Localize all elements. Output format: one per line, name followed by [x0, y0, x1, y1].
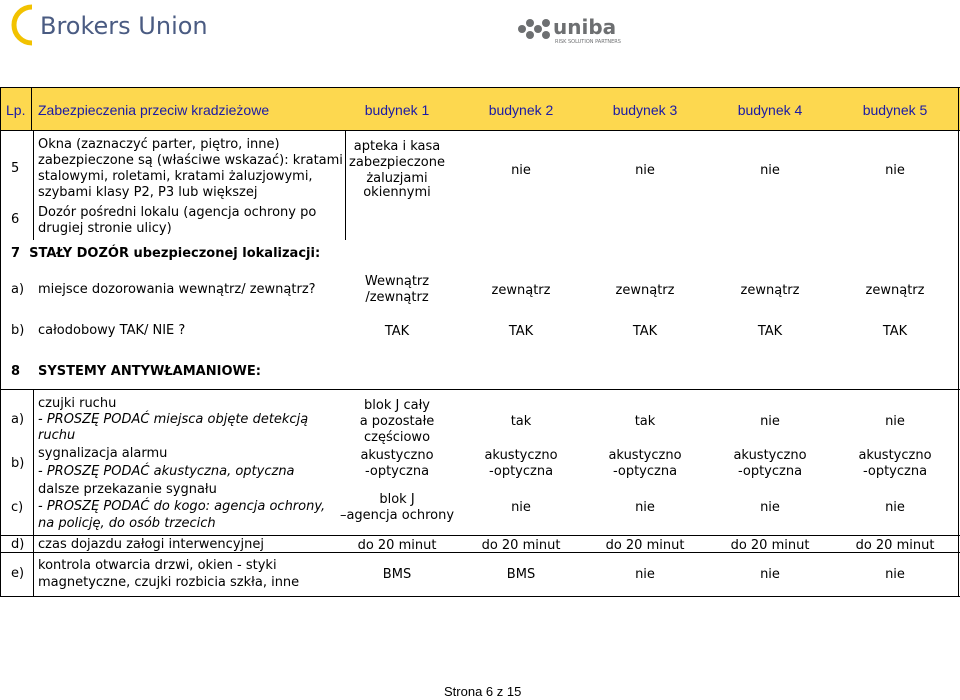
row-8-number: 8	[11, 364, 21, 379]
row-8d-b2: do 20 minut	[481, 538, 561, 553]
row-8a-b1-line-3: częściowo	[363, 430, 431, 445]
row-7a-letter: a)	[11, 282, 25, 297]
row-5-b1-line-1: apteka i kasa	[353, 139, 441, 154]
row-8b-b4-line-1: akustyczno	[733, 448, 807, 463]
row-8d-b5: do 20 minut	[855, 538, 935, 553]
row-8d-b4: do 20 minut	[730, 538, 810, 553]
row-8c-b3: nie	[635, 500, 655, 515]
row-8c-b4: nie	[760, 500, 780, 515]
row-8c-b2: nie	[511, 500, 531, 515]
row-8b-letter: b)	[11, 456, 25, 471]
row-5-b2: nie	[511, 163, 531, 178]
row-8d-letter: d)	[11, 537, 25, 552]
row-7b-label: całodobowy TAK/ NIE ?	[38, 323, 186, 338]
row-5-line-2: zabezpieczone są (właściwe wskazać): kratami	[38, 153, 343, 168]
row-8-title: SYSTEMY ANTYWŁAMANIOWE:	[38, 364, 261, 379]
row-8a-line-3: ruchu	[38, 428, 76, 443]
header-budynek-2: budynek 2	[488, 102, 554, 118]
row-6-line-1: Dozór pośredni lokalu (agencja ochrony po	[38, 205, 317, 220]
header-budynek-3: budynek 3	[612, 102, 678, 118]
row-7b-b3: TAK	[632, 324, 658, 339]
row-8a-b3: tak	[634, 414, 656, 429]
row-5-line-1: Okna (zaznaczyć parter, piętro, inne)	[38, 137, 280, 152]
row-7a-b1-line-1: Wewnątrz	[364, 274, 430, 289]
row-7a-label: miejsce dozorowania wewnątrz/ zewnątrz?	[38, 282, 316, 297]
page-number: Strona 6 z 15	[444, 684, 522, 699]
row-8d-b1: do 20 minut	[357, 538, 437, 553]
row-8b-b1-line-2: -optyczna	[364, 464, 430, 479]
row-7b-b2: TAK	[508, 324, 534, 339]
row-8a-letter: a)	[11, 412, 25, 427]
row-5-b5: nie	[885, 163, 905, 178]
row-5-b1-line-2: zabezpieczone	[349, 155, 445, 170]
row-8c-line-1: dalsze przekazanie sygnału	[38, 482, 217, 497]
row-8e-line-2: magnetyczne, czujki rozbicia szkła, inne	[38, 575, 300, 590]
row-7b-b1: TAK	[384, 324, 410, 339]
row-7a-b4: zewnątrz	[740, 283, 800, 298]
row-8d-label: czas dojazdu załogi interwencyjnej	[38, 537, 264, 552]
row-8b-b4-line-2: -optyczna	[737, 464, 803, 479]
row-5-line-3: stalowymi, roletami, kratami żaluzjowymi,	[38, 169, 313, 184]
brokers-union-logo-text: Brokers Union	[40, 12, 208, 40]
row-8c-b5: nie	[885, 500, 905, 515]
row-8b-line-1: sygnalizacja alarmu	[38, 446, 168, 461]
row-8a-b1-line-2: a pozostałe	[359, 414, 435, 429]
row-8b-b5-line-1: akustyczno	[858, 448, 932, 463]
header-budynek-5: budynek 5	[862, 102, 928, 118]
uniba-logo-tagline: RISK SOLUTION PARTNERS	[555, 39, 621, 45]
uniba-logo-text: uniba	[553, 15, 617, 39]
uniba-logo	[515, 12, 630, 46]
row-8b-b2-line-2: -optyczna	[488, 464, 554, 479]
row-8c-line-2: - PROSZĘ PODAĆ do kogo: agencja ochrony,	[38, 499, 326, 514]
row-8c-letter: c)	[11, 500, 24, 515]
row-8a-b4: nie	[760, 414, 780, 429]
row-8c-b1-line-2: –agencja ochrony	[339, 508, 455, 523]
row-8e-b4: nie	[760, 567, 780, 582]
brokers-union-logo	[10, 3, 210, 47]
row-7b-letter: b)	[11, 323, 25, 338]
row-8a-b5: nie	[885, 414, 905, 429]
row-8a-line-1: czujki ruchu	[38, 396, 117, 411]
row-8e-b2: BMS	[506, 567, 536, 582]
row-8a-line-2: - PROSZĘ PODAĆ miejsca objęte detekcją	[38, 412, 309, 427]
row-7b-b4: TAK	[757, 324, 783, 339]
row-8d-b3: do 20 minut	[605, 538, 685, 553]
header-budynek-1: budynek 1	[364, 102, 430, 118]
row-5-b3: nie	[635, 163, 655, 178]
row-8a-b2: tak	[510, 414, 532, 429]
row-8b-line-2: - PROSZĘ PODAĆ akustyczna, optyczna	[38, 464, 295, 479]
header-budynek-4: budynek 4	[737, 102, 803, 118]
row-8e-line-1: kontrola otwarcia drzwi, okien - styki	[38, 558, 277, 573]
row-5-line-4: szybami klasy P2, P3 lub większej	[38, 185, 258, 200]
row-8b-b2-line-1: akustyczno	[484, 448, 558, 463]
row-7a-b2: zewnątrz	[491, 283, 551, 298]
header-lp: Lp.	[6, 102, 26, 118]
row-7b-b5: TAK	[882, 324, 908, 339]
row-8c-b1-line-1: blok J	[379, 492, 415, 507]
row-8e-b5: nie	[885, 567, 905, 582]
row-7a-b1-line-2: /zewnątrz	[365, 290, 429, 305]
row-8e-letter: e)	[11, 566, 25, 581]
row-8e-b1: BMS	[382, 567, 412, 582]
row-8b-b5-line-2: -optyczna	[862, 464, 928, 479]
row-8e-b3: nie	[635, 567, 655, 582]
row-5-b1-line-4: okiennymi	[363, 185, 431, 200]
row-6-line-2: drugiej stronie ulicy)	[38, 221, 172, 236]
row-5-b1-line-3: żaluzjami	[366, 171, 428, 186]
row-8b-b3-line-2: -optyczna	[612, 464, 678, 479]
header-title: Zabezpieczenia przeciw kradzieżowe	[38, 102, 270, 118]
row-6-number: 6	[11, 212, 20, 227]
row-5-number: 5	[11, 161, 20, 176]
row-7a-b3: zewnątrz	[615, 283, 675, 298]
row-7a-b5: zewnątrz	[865, 283, 925, 298]
row-8b-b3-line-1: akustyczno	[608, 448, 682, 463]
row-5-b4: nie	[760, 163, 780, 178]
row-8a-b1-line-1: blok J cały	[364, 398, 430, 413]
row-7-title: 7 STAŁY DOZÓR ubezpieczonej lokalizacji:	[11, 246, 321, 261]
row-8c-line-3: na policję, do osób trzecich	[38, 516, 216, 531]
row-8b-b1-line-1: akustyczno	[360, 448, 434, 463]
